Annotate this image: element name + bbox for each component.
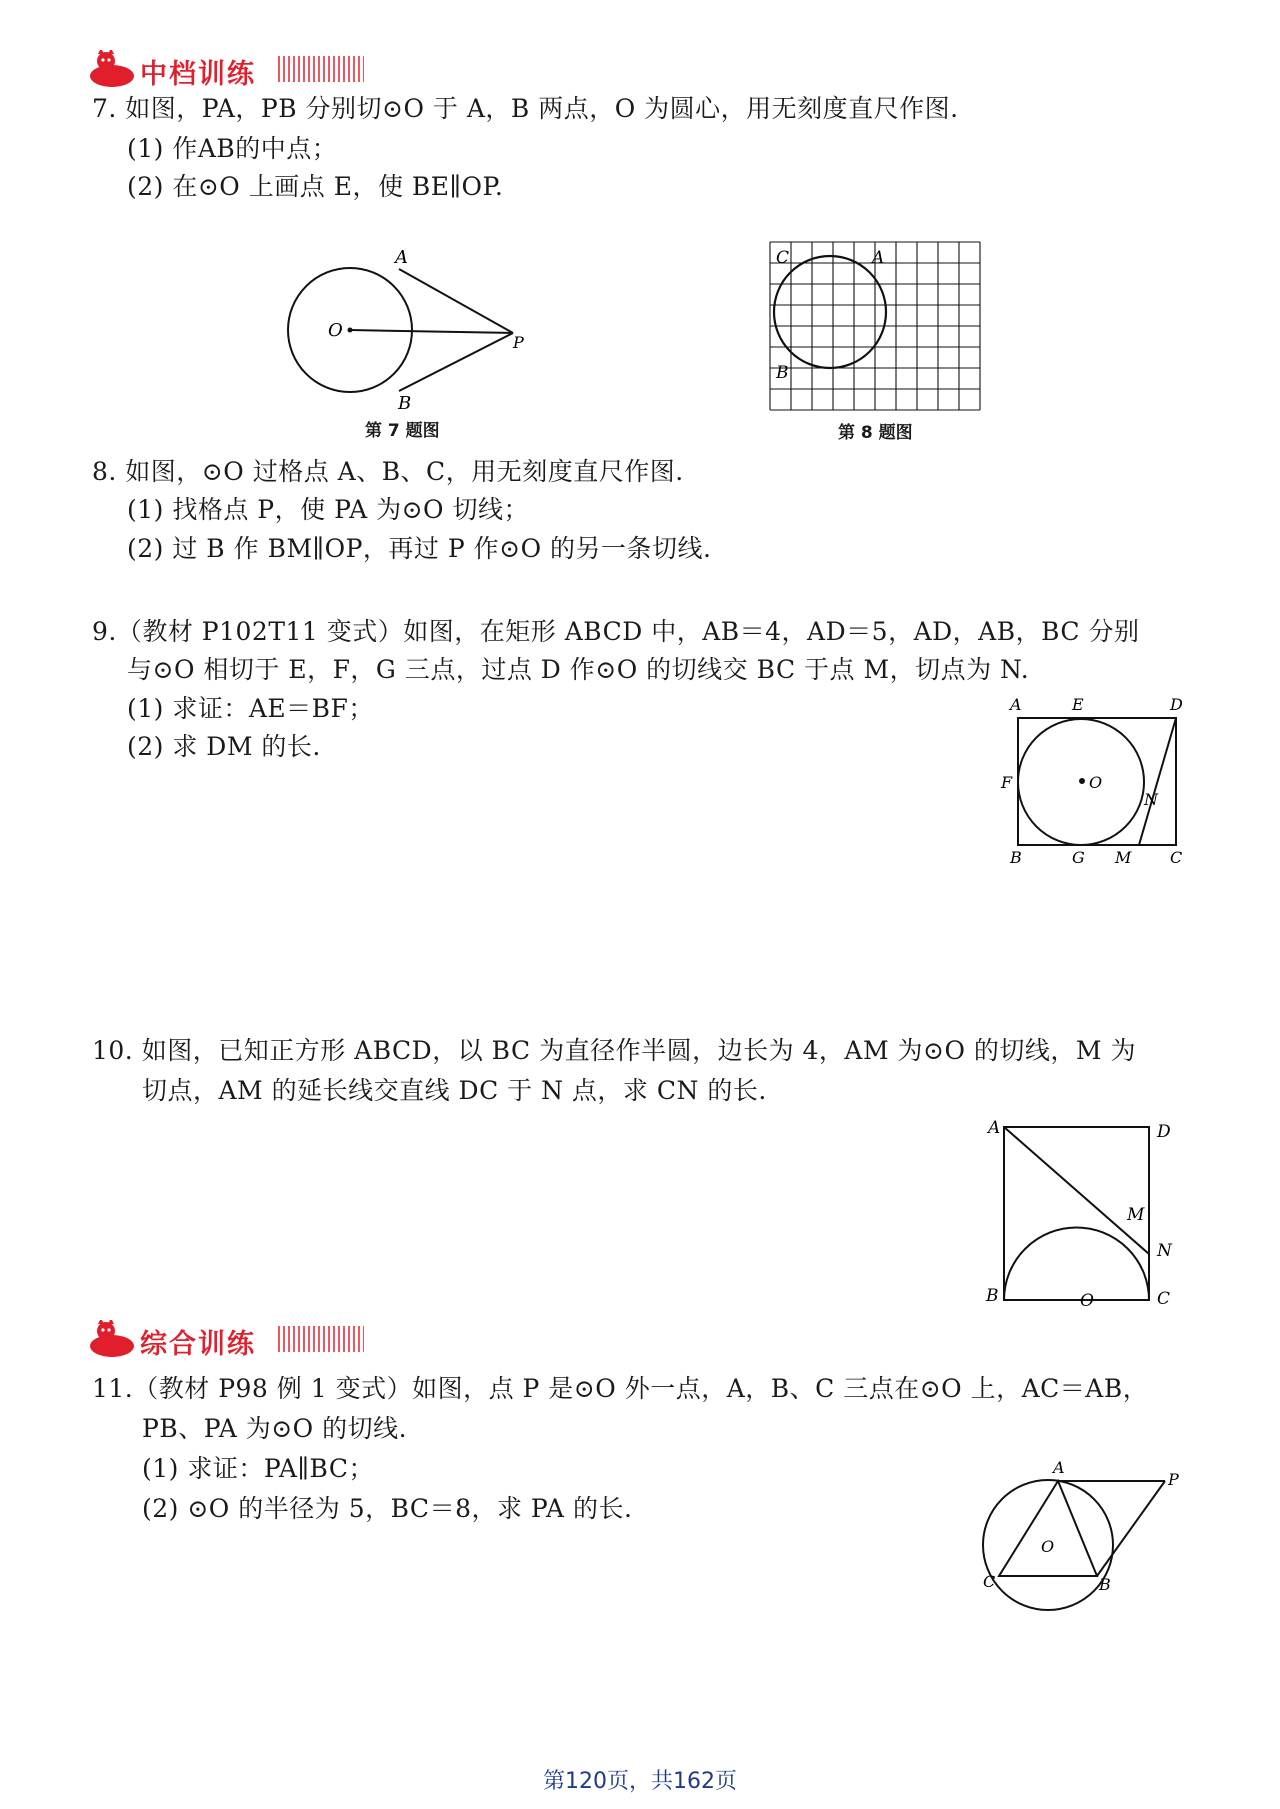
q11-stem-line1: 11.（教材 P98 例 1 变式）如图，点 P 是⊙O 外一点，A，B、C 三点在⊙O 上，AC＝AB， bbox=[92, 1374, 1149, 1403]
fig9-label-N: N bbox=[1144, 790, 1158, 809]
fig9-label-O: O bbox=[1089, 773, 1103, 792]
fig9-label-G: G bbox=[1072, 848, 1085, 867]
fig10-label-B: B bbox=[986, 1286, 999, 1306]
q8-stem: 8. 如图，⊙O 过格点 A、B、C，用无刻度直尺作图. bbox=[92, 457, 684, 486]
fig10-label-O: O bbox=[1080, 1291, 1094, 1310]
q11-stem-line2: PB、PA 为⊙O 的切线. bbox=[142, 1414, 408, 1443]
section-title: 综合训练 bbox=[140, 1329, 256, 1360]
fig8-label-C: C bbox=[776, 248, 790, 268]
q9-stem-line2: 与⊙O 相切于 E，F，G 三点，过点 D 作⊙O 的切线交 BC 于点 M，切点为 N. bbox=[127, 655, 1030, 684]
q9-part2: (2) 求 DM 的长. bbox=[127, 732, 321, 761]
q8-part2: (2) 过 B 作 BM∥OP，再过 P 作⊙O 的另一条切线. bbox=[127, 534, 712, 563]
fig9-label-D: D bbox=[1170, 695, 1183, 714]
figure-11 bbox=[975, 1450, 1190, 1630]
fig11-label-O: O bbox=[1041, 1537, 1055, 1556]
q7-part2: (2) 在⊙O 上画点 E，使 BE∥OP. bbox=[127, 172, 504, 201]
section-title: 中档训练 bbox=[140, 59, 256, 90]
figure-8-caption: 第 8 题图 bbox=[838, 423, 913, 443]
page-indicator: 第120页，共162页 bbox=[543, 1769, 737, 1794]
banner-stripes bbox=[278, 56, 364, 82]
fig11-label-A: A bbox=[1053, 1458, 1065, 1477]
q8-part1: (1) 找格点 P，使 PA 为⊙O 切线； bbox=[127, 495, 529, 524]
fig10-label-A: A bbox=[988, 1118, 1001, 1138]
fig9-label-C: C bbox=[1170, 848, 1183, 867]
cat-mascot-icon bbox=[88, 50, 138, 88]
figure-9 bbox=[995, 690, 1195, 870]
fig11-label-C: C bbox=[983, 1572, 996, 1591]
section-banner-mid bbox=[88, 46, 388, 92]
fig9-label-A: A bbox=[1010, 695, 1022, 714]
fig7-label-B: B bbox=[398, 393, 412, 410]
fig8-label-A: A bbox=[872, 248, 885, 268]
q7-stem: 7. 如图，PA，PB 分别切⊙O 于 A，B 两点，O 为圆心，用无刻度直尺作图. bbox=[92, 94, 959, 123]
q11-part2: (2) ⊙O 的半径为 5，BC＝8，求 PA 的长. bbox=[142, 1494, 633, 1523]
fig10-label-C: C bbox=[1157, 1289, 1171, 1309]
fig9-label-B: B bbox=[1010, 848, 1022, 867]
fig7-label-O: O bbox=[328, 320, 343, 341]
fig7-label-A: A bbox=[395, 247, 408, 268]
banner-stripes bbox=[278, 1326, 364, 1352]
fig7-label-P: P bbox=[513, 333, 524, 352]
q10-stem-line1: 10. 如图，已知正方形 ABCD，以 BC 为直径作半圆，边长为 4，AM 为⊙O 的切线，M 为 bbox=[92, 1036, 1136, 1065]
fig10-label-M: M bbox=[1127, 1205, 1145, 1225]
fig9-label-E: E bbox=[1072, 695, 1084, 714]
figure-8 bbox=[768, 240, 988, 415]
fig10-label-N: N bbox=[1157, 1241, 1172, 1261]
fig9-label-F: F bbox=[1001, 773, 1013, 792]
figure-10 bbox=[980, 1115, 1195, 1310]
fig8-label-B: B bbox=[776, 363, 789, 383]
figure-7-caption: 第 7 题图 bbox=[365, 421, 440, 441]
q9-part1: (1) 求证：AE＝BF； bbox=[127, 694, 374, 723]
fig10-label-D: D bbox=[1157, 1122, 1171, 1142]
section-banner-comp bbox=[88, 1316, 388, 1362]
fig9-label-M: M bbox=[1115, 848, 1132, 867]
q11-part1: (1) 求证：PA∥BC； bbox=[142, 1454, 374, 1483]
figure-7 bbox=[280, 245, 540, 410]
fig11-label-P: P bbox=[1168, 1470, 1179, 1489]
cat-mascot-icon bbox=[88, 1320, 138, 1358]
q10-stem-line2: 切点，AM 的延长线交直线 DC 于 N 点，求 CN 的长. bbox=[142, 1076, 767, 1105]
q9-stem-line1: 9.（教材 P102T11 变式）如图，在矩形 ABCD 中，AB＝4，AD＝5，AD，AB，BC 分别 bbox=[92, 617, 1140, 646]
fig11-label-B: B bbox=[1099, 1575, 1111, 1594]
q7-part1: (1) 作AB的中点； bbox=[127, 134, 338, 163]
